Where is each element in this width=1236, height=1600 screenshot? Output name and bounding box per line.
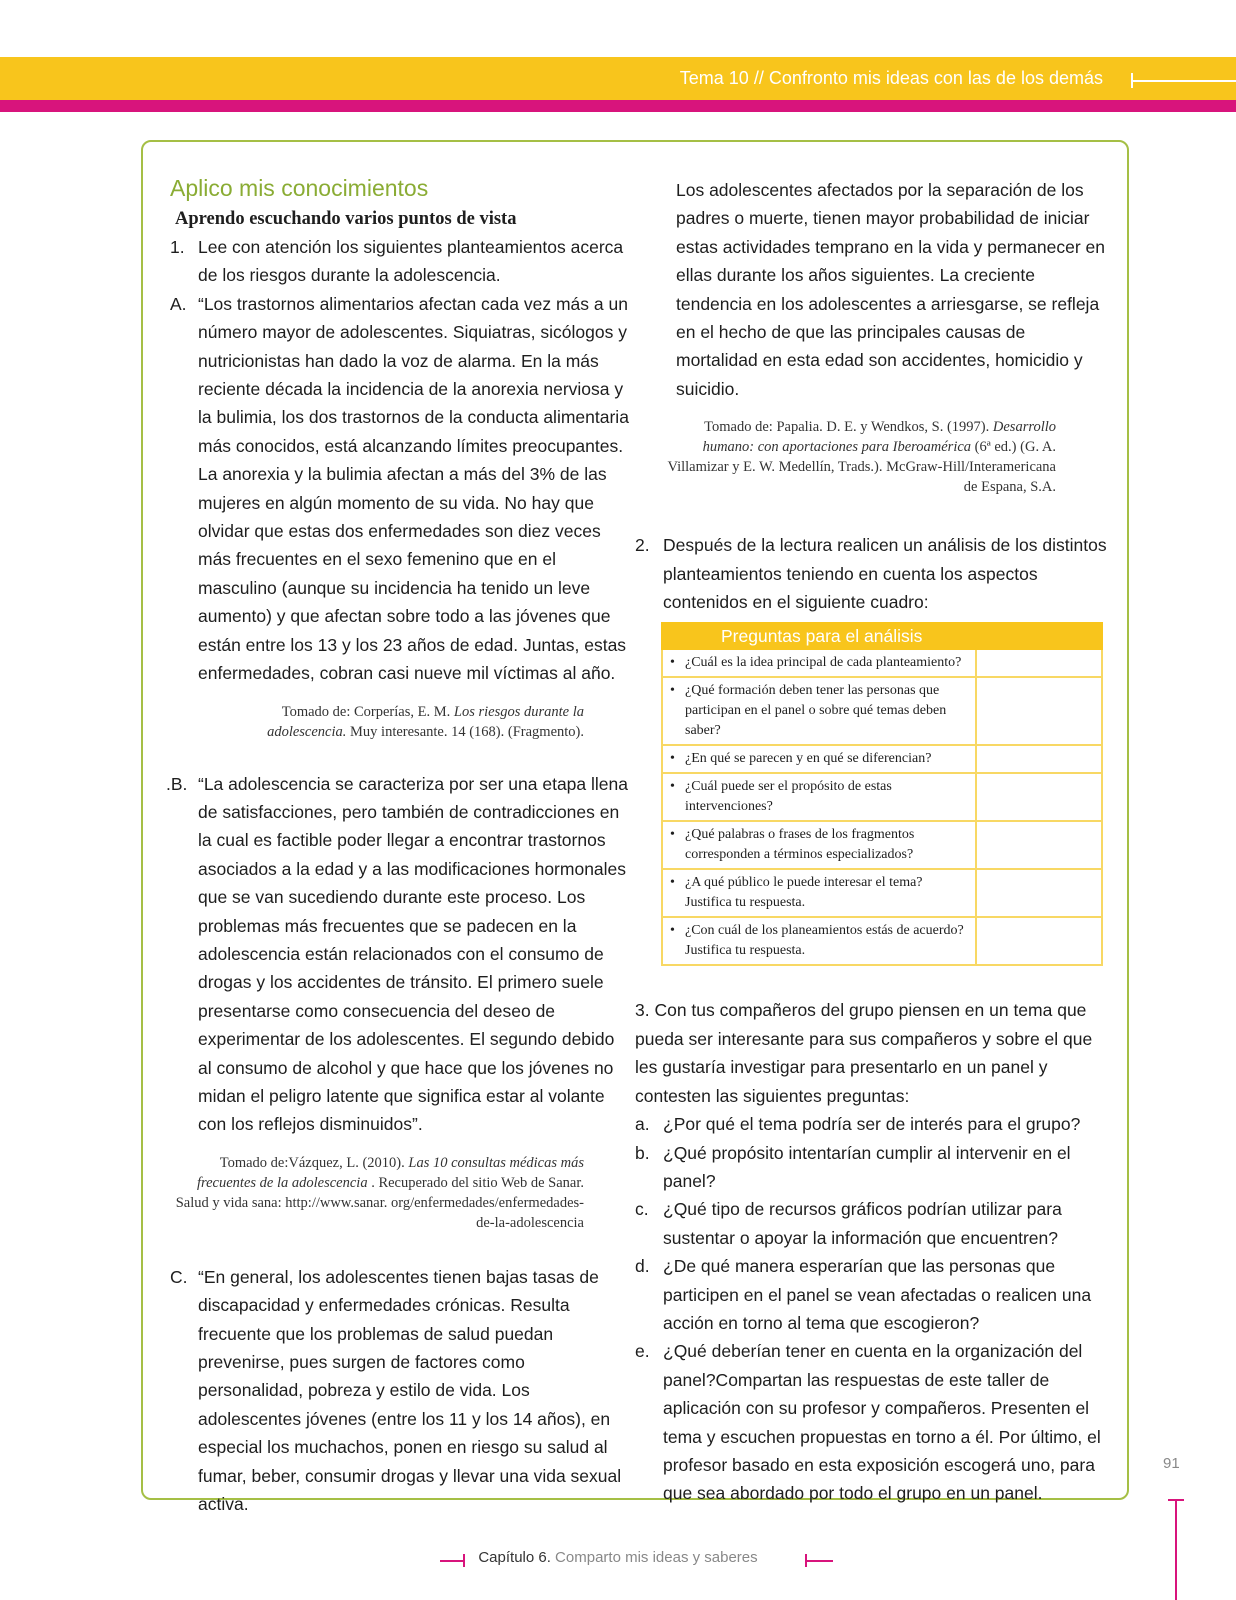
table-header-row bbox=[662, 623, 1102, 649]
table-header: Preguntas para el análisis bbox=[662, 623, 976, 649]
question-text: ¿Cuál es la idea principal de cada planteamiento? bbox=[685, 655, 962, 671]
instruction-1 bbox=[170, 233, 630, 290]
question-text: ¿Con cuál de los planeamientos estás de acuerdo? Justifica tu respuesta. bbox=[685, 923, 964, 959]
item-text: “La adolescencia se caracteriza por ser una etapa llena de satisfacciones, pero también de contradicciones en la cual es factible poder llegar a encontrar trastornos asociados a la edad y a las modificaciones hormonales que se van sucediendo durante este proceso. Los problemas más frecuentes que se padecen en la adolescencia están relacionados con el consumo de drogas y los accidentes de tránsito. El primero suele presentarse como consecuencia del deseo de experimentar de los adolescentes. El segundo debido al consumo de alcohol y que hace que los jóvenes no midan el peligro latente que significa estar al volante con los reflejos disminuidos”. bbox=[198, 773, 628, 1135]
question-text: ¿A qué público le puede interesar el tema? Justifica tu respuesta. bbox=[685, 875, 923, 911]
bullet-icon: • bbox=[670, 875, 675, 891]
section-subtitle: Aprendo escuchando varios puntos de vista bbox=[175, 209, 517, 229]
section-title: Aplico mis conocimientos bbox=[170, 175, 429, 201]
item-text: “En general, los adolescentes tienen bajas tasas de discapacidad y enfermedades crónicas. Resulta frecuente que los problemas de salud puedan prevenirse, pues surgen de factores como personalidad, pobreza y estilo de vida. Los adolescentes jóvenes (entre los 11 y los 14 años), en especial los muchachos, ponen en riesgo su salud al fumar, beber, consumir drogas y llevar una vida sexual activa. bbox=[198, 1266, 622, 1515]
item-text: “Los trastornos alimentarios afectan cada vez más a un número mayor de adolescentes. Siquiatras, sicólogos y nutricionistas han dado la voz de alarma. En la más reciente década la incidencia de la anorexia nerviosa y la bulimia, los dos trastornos de la conducta alimentaria más conocidos, está alcanzando límites preocupantes. La anorexia y la bulimia afectan a más del 3% de las mujeres en algún momento de su vida. No hay que olvidar que estas dos enfermedades son diez veces más frecuentes en el sexo femenino que en el masculino (aunque su incidencia ha tenido un leve aumento) y que afectan sobre todo a las jóvenes que están entre los 13 y los 23 años de edad. Juntas, estas enfermedades, cobran casi nueve mil víctimas al año. bbox=[198, 293, 629, 684]
citation-c: Tomado de: Papalia. D. E. y Wendkos, S. (1997). Desarrollo humano: con aportaciones para Iberoamérica (6ª ed.) (G. A. Villamizar y E. W. Medellín, Trads.). McGraw-Hill/Interamericana de Espana, S.A. bbox=[667, 419, 1056, 496]
header-tema: Tema 10 // Confronto mis ideas con las de los demás bbox=[679, 68, 1103, 88]
answer-cell bbox=[976, 869, 1102, 917]
instruction-2 bbox=[635, 531, 1108, 616]
question-cell bbox=[662, 773, 976, 821]
citation-b: Tomado de:Vázquez, L. (2010). Las 10 consultas médicas más frecuentes de la adolescencia . Recuperado del sitio Web de Sanar. Salud y vida sana: http://www.sanar. org/enfermedades/enfermedades-de-la-adolescencia bbox=[175, 1154, 584, 1231]
table-row bbox=[662, 745, 1102, 773]
item-text: Lee con atención los siguientes planteamientos acerca de los riesgos durante la adolescencia. bbox=[198, 237, 624, 286]
bullet-icon: • bbox=[670, 827, 675, 843]
passage-b bbox=[166, 770, 630, 1139]
table-row bbox=[662, 869, 1102, 917]
table-row bbox=[662, 917, 1102, 965]
footer-chapter: Capítulo 6. bbox=[478, 1549, 551, 1566]
question-cell bbox=[662, 869, 976, 917]
question-text: ¿En qué se parecen y en qué se diferencian? bbox=[685, 751, 932, 767]
passage-c-continuation: Los adolescentes afectados por la separación de los padres o muerte, tienen mayor probabilidad de iniciar estas actividades temprano en la vida y permanecer en ellas durante los años siguientes. La creciente tendencia en los adolescentes a arriesgarse, se refleja en el hecho de que las principales causas de mortalidad en esta edad son accidentes, homicidio y suicidio. bbox=[676, 180, 1105, 399]
answer-cell bbox=[976, 649, 1102, 677]
item-label: 2. bbox=[635, 535, 650, 556]
question-c: c. ¿Qué tipo de recursos gráficos podrían utilizar para sustentar o apoyar la información que encuentren? bbox=[635, 1199, 1062, 1248]
bullet-icon: • bbox=[670, 923, 675, 939]
question-d: d. ¿De qué manera esperarían que las personas que participen en el panel se vean afectadas o realicen una acción en torno al tema que escogieron? bbox=[635, 1256, 1092, 1333]
right-column bbox=[635, 176, 1108, 1508]
question-text: ¿Qué formación deben tener las personas que participan en el panel o sobre qué temas deben saber? bbox=[685, 683, 947, 739]
table-row bbox=[662, 821, 1102, 869]
footer-line-right bbox=[805, 1560, 833, 1562]
question-cell bbox=[662, 677, 976, 745]
item-label: C. bbox=[170, 1266, 188, 1287]
analysis-table bbox=[661, 622, 1103, 966]
item-label: .B. bbox=[166, 773, 188, 794]
table-header-blank bbox=[976, 623, 1102, 649]
question-b: b. ¿Qué propósito intentarían cumplir al intervenir en el panel? bbox=[635, 1142, 1071, 1191]
question-text: ¿Cuál puede ser el propósito de estas intervenciones? bbox=[685, 779, 892, 815]
item-label: 1. bbox=[170, 237, 185, 257]
table-row bbox=[662, 677, 1102, 745]
header-pink-band bbox=[0, 100, 1236, 112]
footer bbox=[0, 1549, 1236, 1566]
bullet-icon: • bbox=[670, 655, 675, 671]
question-cell bbox=[662, 821, 976, 869]
passage-a bbox=[170, 290, 630, 688]
answer-cell bbox=[976, 917, 1102, 965]
question-a: a. ¿Por qué el tema podría ser de interés para el grupo? bbox=[635, 1114, 1081, 1135]
bullet-icon: • bbox=[670, 683, 675, 699]
footer-title: Comparto mis ideas y saberes bbox=[550, 1549, 758, 1566]
page-number: 91 bbox=[1163, 1455, 1180, 1472]
left-column bbox=[166, 173, 630, 1518]
table-body bbox=[662, 649, 1102, 965]
table-row bbox=[662, 649, 1102, 677]
passage-c bbox=[170, 1263, 630, 1519]
item-text: Después de la lectura realicen un análisis de los distintos planteamientos teniendo en cuenta los aspectos contenidos en el siguiente cuadro: bbox=[663, 535, 1107, 613]
question-e: e. ¿Qué deberían tener en cuenta en la organización del panel?Compartan las respuestas de este taller de aplicación con su profesor y compañeros. Presenten el tema y escuchen propuestas en torno a él. Por último, el profesor basado en esta exposición escogerá uno, para que sea abordado por todo el grupo en un panel. bbox=[635, 1341, 1101, 1504]
answer-cell bbox=[976, 821, 1102, 869]
question-cell bbox=[662, 745, 976, 773]
header-line bbox=[1132, 80, 1236, 82]
item-label: A. bbox=[170, 293, 187, 314]
answer-cell bbox=[976, 677, 1102, 745]
question-text: ¿Qué palabras o frases de los fragmentos corresponden a términos especializados? bbox=[685, 827, 915, 863]
instruction-3: 3. Con tus compañeros del grupo piensen en un tema que pueda ser interesante para sus compañeros y sobre el que les gustaría investigar para presentarlo en un panel y contesten las siguientes preguntas: bbox=[635, 1000, 1093, 1106]
bullet-icon: • bbox=[670, 779, 675, 795]
question-cell bbox=[662, 649, 976, 677]
answer-cell bbox=[976, 773, 1102, 821]
answer-cell bbox=[976, 745, 1102, 773]
citation-a: Tomado de: Corperías, E. M. Los riesgos durante la adolescencia. Muy interesante. 14 (168). (Fragmento). bbox=[267, 703, 584, 740]
bullet-icon: • bbox=[670, 751, 675, 767]
question-cell bbox=[662, 917, 976, 965]
table-row bbox=[662, 773, 1102, 821]
